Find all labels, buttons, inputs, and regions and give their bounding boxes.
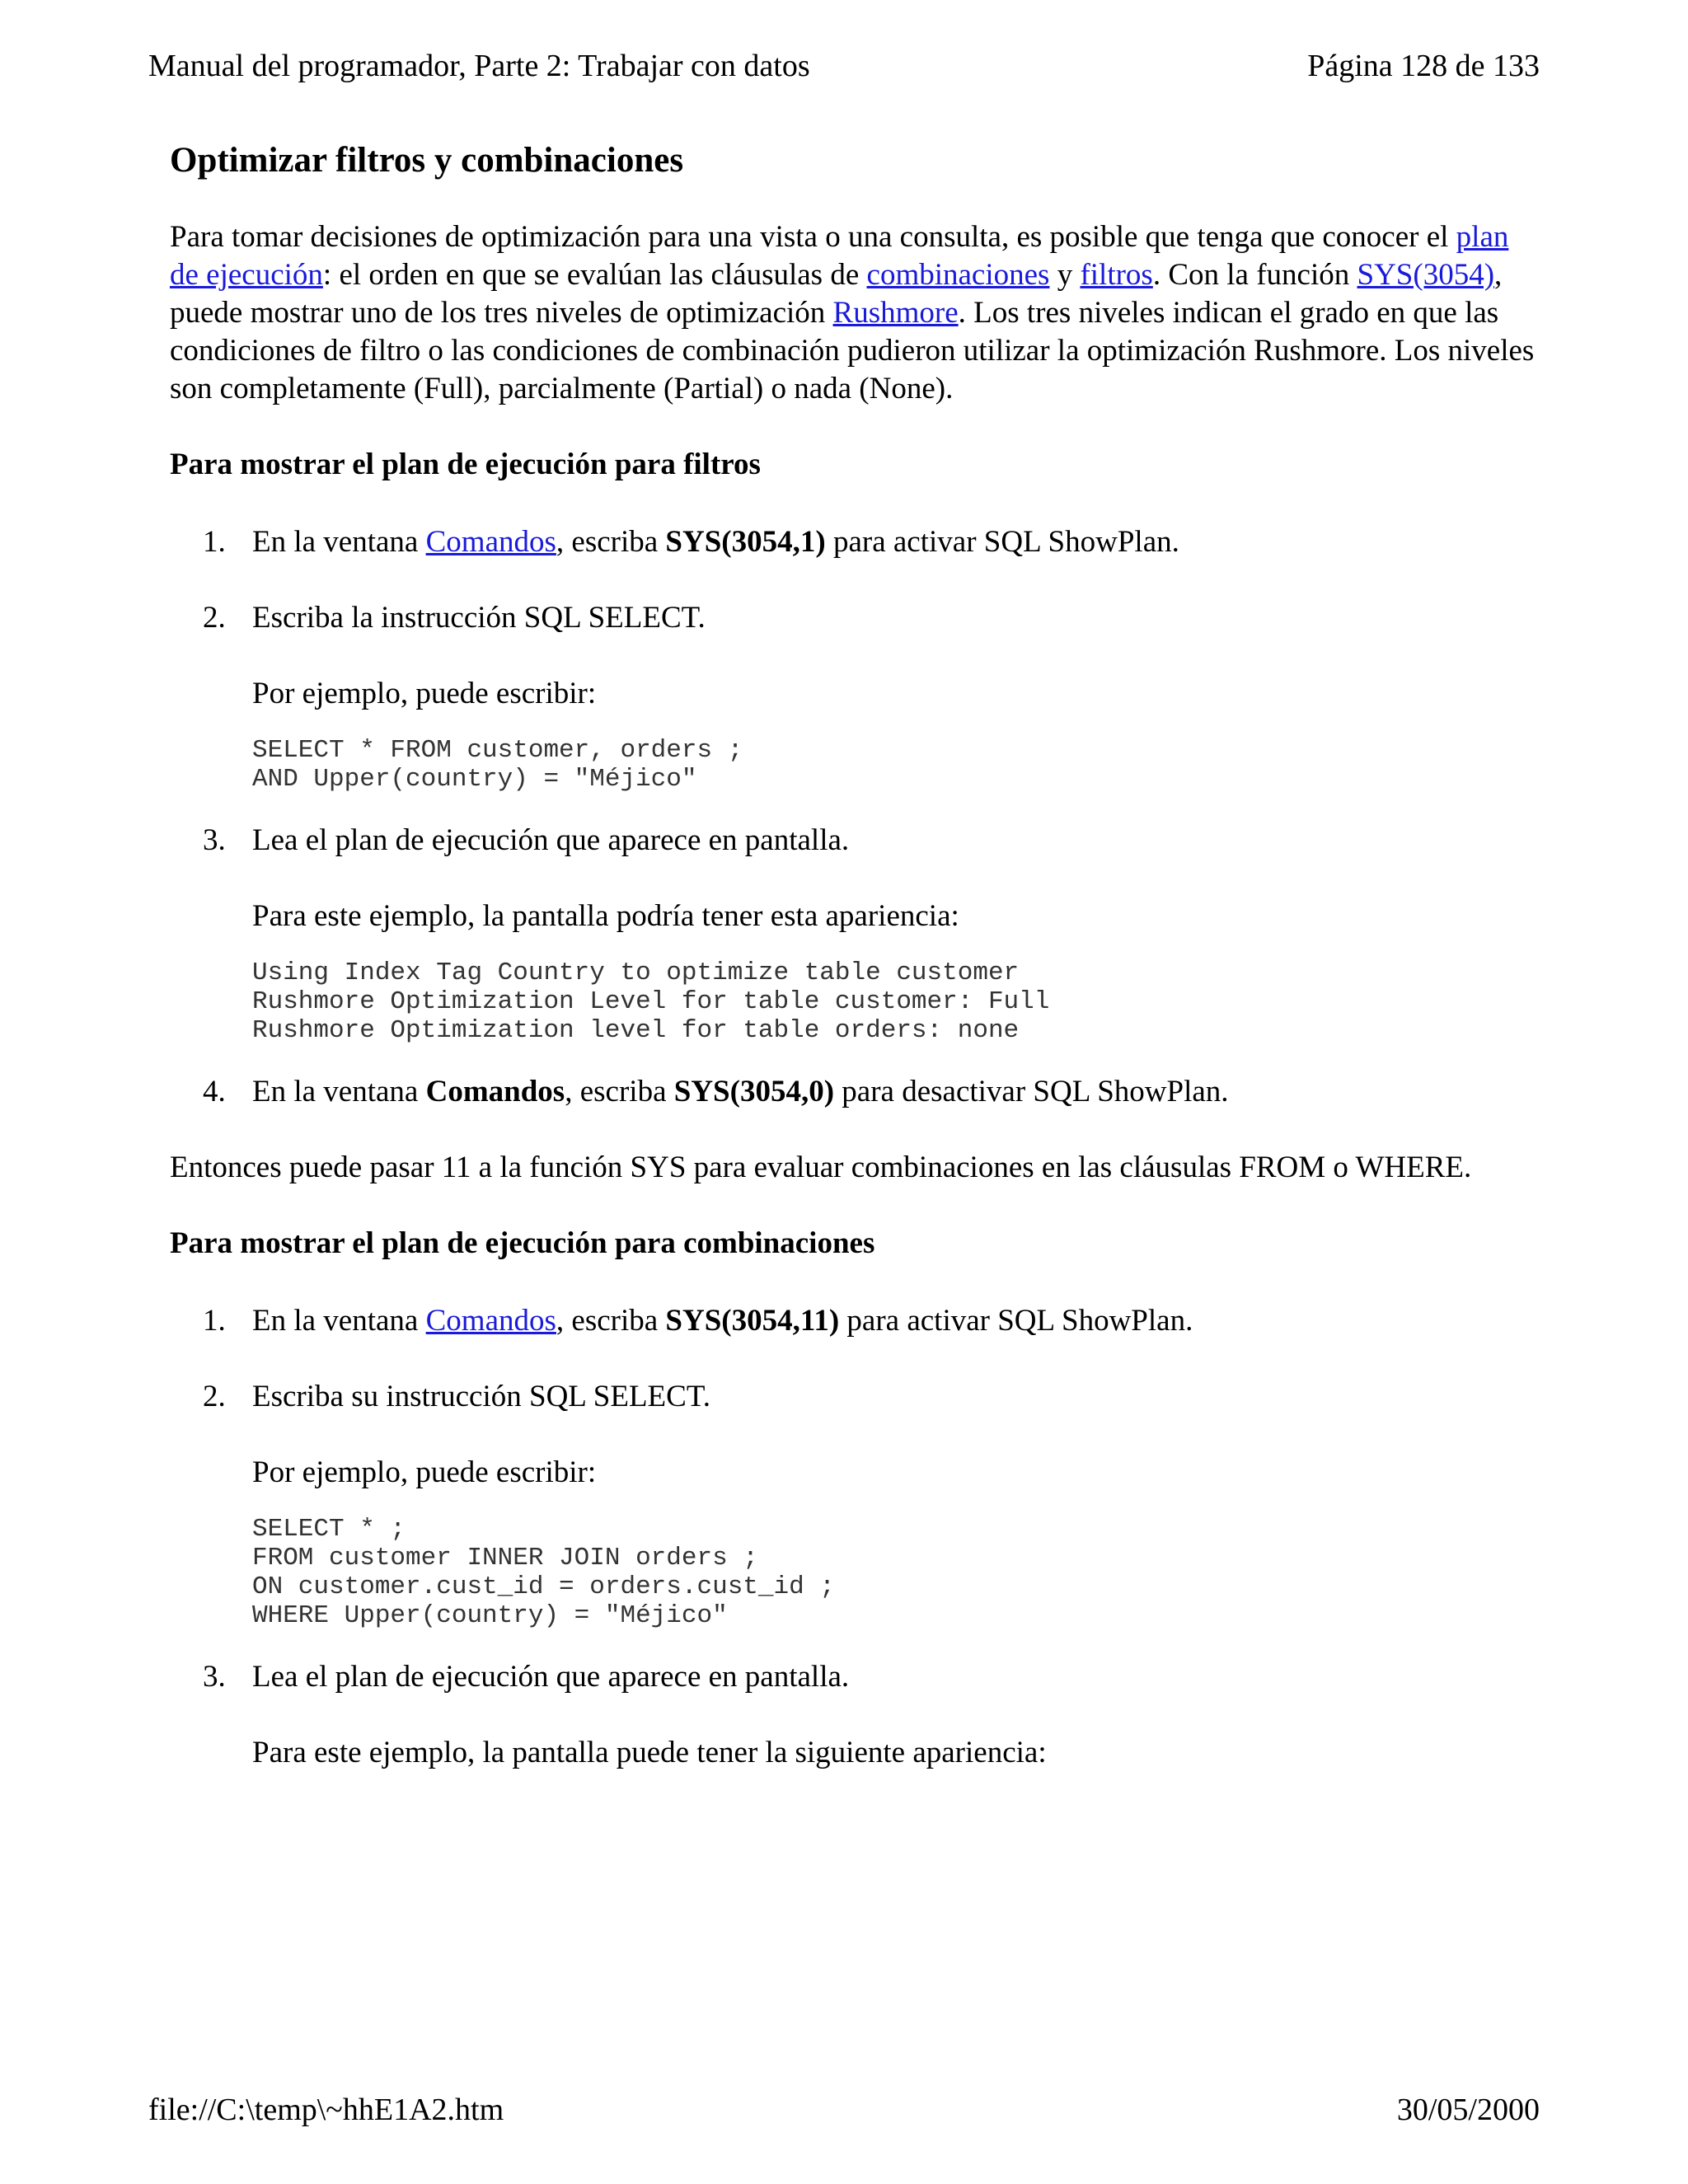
step-number: 4. — [203, 1075, 226, 1108]
step-text: para activar SQL ShowPlan. — [825, 525, 1179, 559]
step-text: para activar SQL ShowPlan. — [839, 1304, 1193, 1338]
footer-date: 30/05/2000 — [1396, 2093, 1540, 2127]
step-text: En la ventana — [252, 525, 426, 559]
document-body — [170, 136, 1538, 1772]
link-rushmore[interactable]: Rushmore — [832, 296, 959, 330]
step-number: 3. — [203, 823, 226, 857]
intro-text-1: Para tomar decisiones de optimización para una vista o una consulta, es posible que tenga que conocer el — [170, 220, 1456, 254]
step-text: Escriba la instrucción SQL SELECT. — [252, 601, 706, 635]
intro-text-3: y — [1049, 258, 1081, 292]
filters-step-2 — [170, 599, 1538, 637]
intro-paragraph — [170, 218, 1538, 408]
intro-text-2: : el orden en que se evalúan las cláusulas de — [322, 258, 867, 292]
joins-step-2 — [170, 1378, 1538, 1416]
page-header — [148, 48, 1540, 89]
step-text: , escriba — [556, 1304, 666, 1338]
command-bold: SYS(3054,11) — [665, 1304, 840, 1338]
code-block-filters-output: Using Index Tag Country to optimize table customer Rushmore Optimization Level for table customer: Full Rushmore Optimization level for table orders: none — [252, 958, 1050, 1045]
step-number: 1. — [203, 525, 226, 559]
command-bold: SYS(3054,0) — [673, 1075, 835, 1108]
step-text: Escriba su instrucción SQL SELECT. — [252, 1380, 710, 1413]
step-text: , escriba — [556, 525, 666, 559]
code-block-joins-select: SELECT * ; FROM customer INNER JOIN orders ; ON customer.cust_id = orders.cust_id ; WHERE Upper(country) = "Méjico" — [252, 1515, 835, 1630]
link-combinaciones[interactable]: combinaciones — [866, 258, 1050, 292]
step-number: 2. — [203, 1380, 226, 1413]
step-text: para desactivar SQL ShowPlan. — [834, 1075, 1229, 1108]
section-heading-joins: Para mostrar el plan de ejecución para combinaciones — [170, 1226, 875, 1260]
filters-step-3 — [170, 822, 1538, 860]
section-heading-filters: Para mostrar el plan de ejecución para filtros — [170, 448, 761, 481]
step-text: Lea el plan de ejecución que aparece en pantalla. — [252, 823, 850, 857]
joins-step-1 — [170, 1302, 1538, 1340]
filters-step-3-note: Para este ejemplo, la pantalla podría tener esta apariencia: — [252, 899, 959, 933]
intro-text-4: . Con la función — [1152, 258, 1357, 292]
comandos-bold: Comandos — [425, 1075, 565, 1108]
intro-text-6: . Los tres niveles indican el grado en que las condiciones de filtro o las condiciones de combinación pudieron utilizar la optimización Rushmore. Los niveles son completamente (Full), parcialmente (Partial) o nada (None). — [170, 296, 1535, 405]
link-plan-de-ejecucion[interactable]: plan de ejecución — [170, 220, 1509, 292]
step-text: En la ventana — [252, 1304, 426, 1338]
page-title: Optimizar filtros y combinaciones — [170, 141, 684, 180]
joins-step-3 — [170, 1658, 1538, 1696]
command-bold: SYS(3054,1) — [665, 525, 826, 559]
step-text: , escriba — [565, 1075, 674, 1108]
joins-step-3-note: Para este ejemplo, la pantalla puede tener la siguiente apariencia: — [252, 1736, 1047, 1769]
code-block-filters-select: SELECT * FROM customer, orders ; AND Upper(country) = "Méjico" — [252, 736, 743, 794]
intro-text-5: , puede mostrar uno de los tres niveles de optimización — [170, 258, 1503, 330]
header-page-number: Página 128 de 133 — [1307, 49, 1540, 83]
link-comandos[interactable]: Comandos — [425, 1304, 556, 1338]
header-title: Manual del programador, Parte 2: Trabajar con datos — [148, 49, 810, 83]
page-footer — [148, 2092, 1540, 2133]
middle-paragraph: Entonces puede pasar 11 a la función SYS para evaluar combinaciones en las cláusulas FROM o WHERE. — [170, 1151, 1472, 1184]
filters-step-1 — [170, 523, 1538, 561]
step-text: Lea el plan de ejecución que aparece en pantalla. — [252, 1660, 850, 1694]
step-text: En la ventana — [252, 1075, 426, 1108]
footer-file-path: file://C:\temp\~hhE1A2.htm — [148, 2093, 504, 2127]
link-filtros[interactable]: filtros — [1080, 258, 1153, 292]
step-number: 2. — [203, 601, 226, 635]
step-number: 3. — [203, 1660, 226, 1694]
link-sys-3054[interactable]: SYS(3054) — [1357, 258, 1495, 292]
link-comandos[interactable]: Comandos — [425, 525, 556, 559]
joins-step-2-note: Por ejemplo, puede escribir: — [252, 1455, 597, 1489]
filters-step-4 — [170, 1073, 1538, 1111]
filters-step-2-note: Por ejemplo, puede escribir: — [252, 677, 597, 710]
step-number: 1. — [203, 1304, 226, 1338]
